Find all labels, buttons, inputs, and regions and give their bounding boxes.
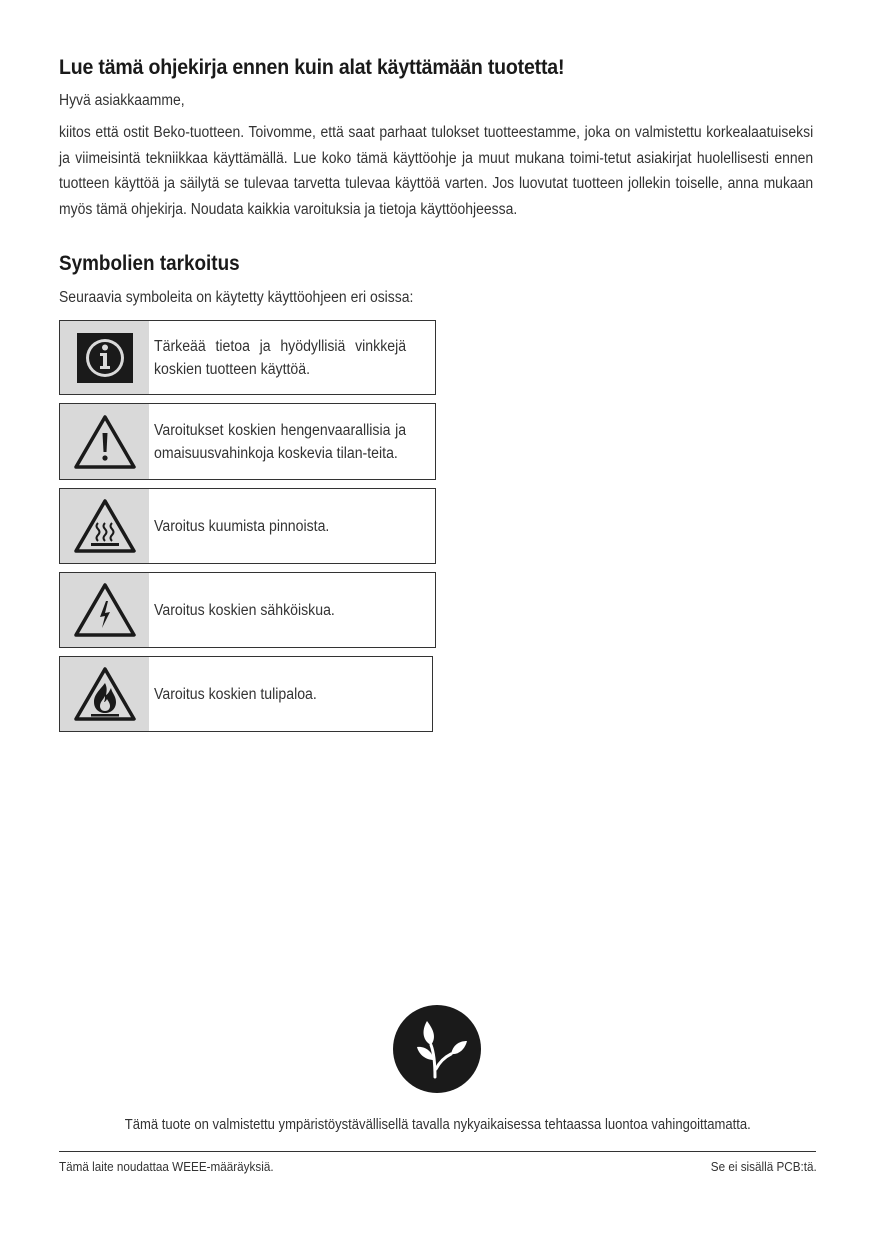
symbol-text-electric-shock: Varoitus koskien sähköiskua. (154, 601, 335, 619)
page-title: Lue tämä ohjekirja ennen kuin alat käyttämään tuotetta! (59, 56, 565, 79)
footer-divider (59, 1151, 816, 1152)
symbols-heading: Symbolien tarkoitus (59, 252, 240, 275)
symbol-text-info: Tärkeää tietoa ja hyödyllisiä vinkkejä koskien tuotteen käyttöä. (154, 337, 407, 378)
fire-icon (60, 657, 149, 731)
symbol-row-warning (59, 403, 436, 480)
intro-paragraph: kiitos että ostit Beko-tuotteen. Toivomme, että saat parhaat tulokset tuotteestamme, joka on valmistettu korkealaatuiseksi ja viimeisintä tekniikkaa käyttämällä. Lue koko tämä käyttöohje ja muut mukana toimi-tetut asiakirjat huolellisesti ennen tuotteen käyttöä ja säilytä se tulevaa tarvetta tulevaa käyttöä varten. Jos luovutat tuotteen jollekin toiselle, anna mukaan myös tämä ohjekirja. Noudata kaikkia varoituksia ja tietoja käyttöohjeessa. (59, 124, 814, 218)
symbol-row-electric-shock (59, 572, 436, 648)
eco-statement (0, 1117, 875, 1133)
hot-surface-icon (60, 489, 149, 563)
symbol-row-hot-surface (59, 488, 436, 564)
footer-weee: Tämä laite noudattaa WEEE-määräyksiä. (59, 1159, 274, 1174)
eco-text: Tämä tuote on valmistettu ympäristöystävällisellä tavalla nykyaikaisessa tehtaassa luontoa vahingoittamatta. (124, 1117, 751, 1133)
leaf-icon (393, 1005, 481, 1093)
symbols-intro: Seuraavia symboleita on käytetty käyttöohjeen eri osissa: (59, 289, 414, 306)
symbol-text-fire: Varoitus koskien tulipaloa. (154, 685, 317, 703)
symbol-text-warning: Varoitukset koskien hengenvaarallisia ja omaisuusvahinkoja koskevia tilan-teita. (154, 421, 407, 462)
warning-icon (60, 404, 149, 479)
symbol-text-hot-surface: Varoitus kuumista pinnoista. (154, 517, 330, 535)
info-icon (60, 321, 149, 394)
electric-shock-icon (60, 573, 149, 647)
footer-pcb: Se ei sisällä PCB:tä. (710, 1159, 817, 1174)
greeting: Hyvä asiakkaamme, (59, 92, 185, 109)
symbol-row-info (59, 320, 436, 395)
symbol-row-fire (59, 656, 433, 732)
